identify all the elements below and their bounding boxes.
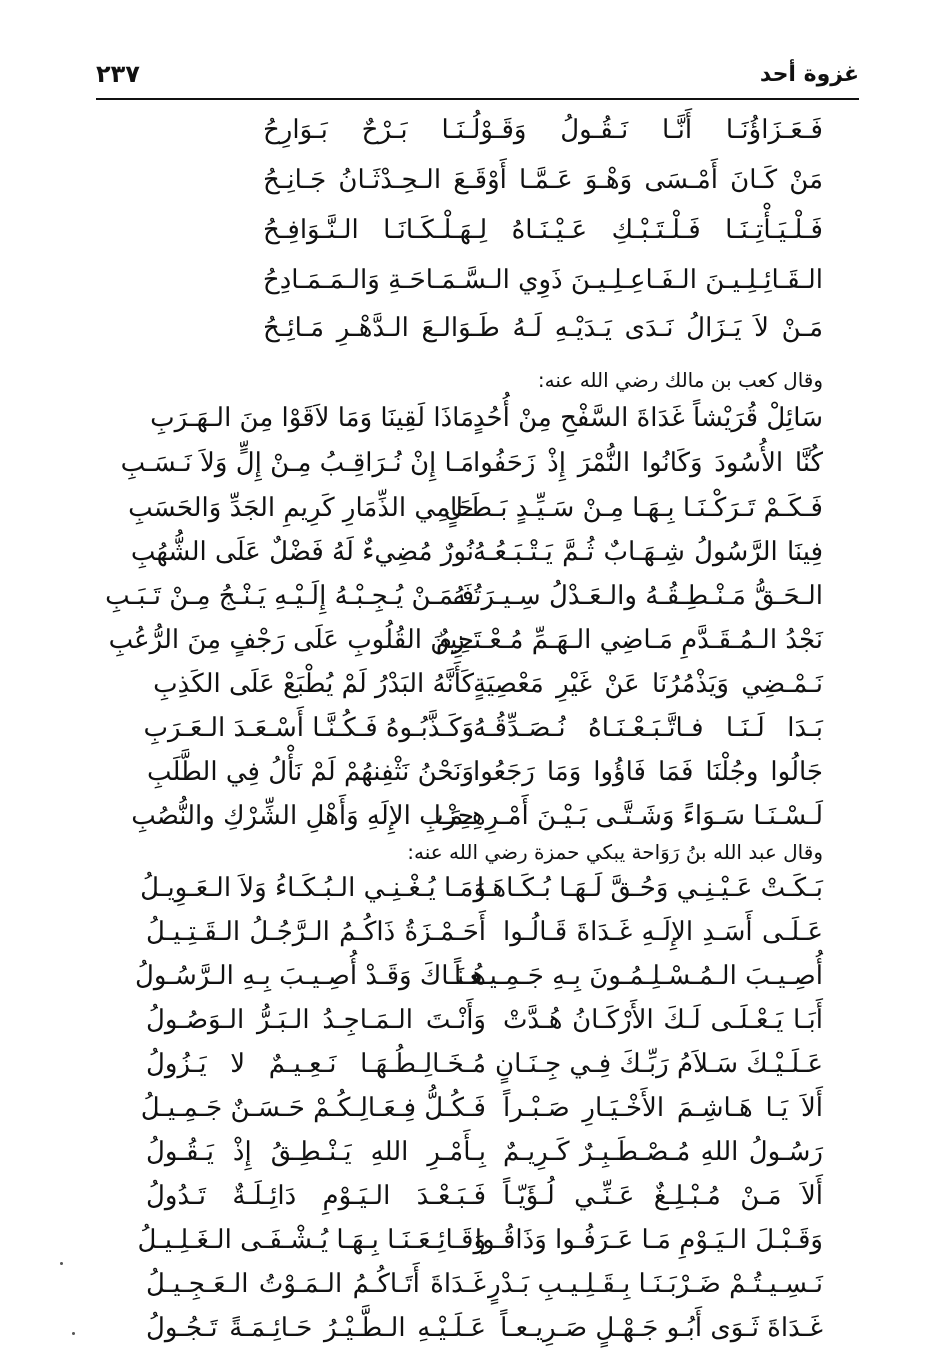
- hemistich-left: أَحَـمْـزَةُ ذَاكُـمُ الـرَّجُـلُ الـقَـتِـيـلُ: [146, 917, 486, 947]
- verse-line: الـقَـائِـلِـيـنَ الـفَـاعِـلِـيـنَ ذَوِي الـسَّـمَـاحَـةِ وَالـمَـمَـادِحُ: [262, 265, 823, 295]
- hemistich-right: لَـسْـنَـا سَـوَاءً وَشَـتَّـى بَـيْـنَ أَمْـرِهِـمَـا: [433, 801, 823, 831]
- couplet: [0, 956, 933, 996]
- page-header: [96, 52, 859, 100]
- hemistich-left: وَقَـائِـعَـنَـا بِـهَـا يُـشْـفَـى الـغَـلِـيـلُ: [137, 1225, 486, 1255]
- hemistich-left: بِـأَمْـرِ اللهِ يَـنْـطِـقُ إِذْ يَـقُـولُ: [146, 1137, 486, 1167]
- verse-line: فَـلْـيَـأْتِـنَـا فَـلْـتَـبْـكِ عَـيْـنَـاهُ لِـهَـلْـكَـانَـا الـنَّـوَافِـحُ: [263, 215, 823, 245]
- couplet: [0, 443, 933, 483]
- running-title: غزوة أحد: [759, 62, 859, 87]
- hemistich-right: بَـكَـتْ عَـيْـنِـي وَحُـقَّ لَـهَـا بُـكَـاهَـا: [476, 873, 823, 903]
- hemistich-right: نَـمْـضِي وَيَذْمُرُنَا عَنْ غَيْرِ مَعْصِيَةٍ: [473, 669, 823, 699]
- scan-speck: [72, 1332, 75, 1335]
- hemistich-right: أَبَـا يَـعْـلَـى لَـكَ الأَرْكَـانُ هُـدَّتْ: [503, 1005, 823, 1035]
- header-rule: [96, 98, 859, 100]
- hemistich-right: فَـكَـمْ تَـرَكْـنَـا بِـهَـا مِـنْ سَـيِّـدٍ بَـطَـلٍ: [444, 493, 823, 523]
- page-number: ٢٣٧: [96, 60, 140, 88]
- poem-3-intro: وقال عبد الله بنُ رَوَاحة يبكي حمزة رضي الله عنه:: [407, 840, 823, 864]
- hemistich-left: مَـا إِنْ نُـرَاقِـبُ مِـنْ إِلٍّ وَلاَ نَـسَـبِ: [120, 448, 474, 478]
- couplet: [0, 752, 933, 792]
- hemistich-left: مَاذَا لَقِينَا وَمَا لاَقَوْا مِنَ الـهَـرَبِ: [150, 403, 474, 433]
- hemistich-right: فِينَا الرَّسُولُ شِـهَـابٌ ثُـمَّ يَـتْـبَـعُـهُ: [473, 537, 823, 567]
- hemistich-right: أُصِـيـبَ الـمُـسْـلِـمُـونَ بِـهِ جَـمِـيـعـاً: [453, 961, 823, 991]
- couplet: [0, 868, 933, 908]
- hemistich-left: حَامِي الذِّمَارِ كَرِيمِ الجَدِّ وَالحَسَبِ: [128, 493, 474, 523]
- verse-line: مَـنْ لاَ يَـزَالُ نَـدَى يَـدَيْـهِ لَـهُ طَـوَالـعَ الـدَّهْـرِ مَـائِـحُ: [263, 313, 823, 343]
- hemistich-left: مُـخَـالِـطُـهَـا نَـعِـيـمٌ لا يَـزُولُ: [146, 1049, 486, 1079]
- hemistich-right: غَـدَاةَ ثَـوَى أَبُـو جَـهْـلٍ صَـرِيـعـاً: [500, 1313, 823, 1343]
- hemistich-right: وَقَـبْـلَ الـيَـوْمِ مَـا عَـرَفُـوا وَذَاقُـوا: [474, 1225, 823, 1255]
- couplet: [0, 1088, 933, 1128]
- hemistich-left: وَأَنْـتَ الـمَـاجِـدُ الـبَـرُّ الـوَصُـولُ: [146, 1005, 486, 1035]
- hemistich-left: كَأَنَّهُ البَدْرُ لَمْ يُطْبَعْ عَلَى الكَذِبِ: [153, 669, 474, 699]
- couplet: [0, 1220, 933, 1260]
- couplet: [0, 1044, 933, 1084]
- hemistich-left: فَـمَـنْ يُـجِـبْـهُ إِلَـيْـهِ يَـنْـجُ مِـنْ تَـبَـبِ: [105, 581, 474, 611]
- hemistich-left: فَـكُـلُّ فِـعَـالِـكُـمْ حَـسَـنٌ جَـمِـيـلُ: [140, 1093, 486, 1123]
- verse-line: فَـعَـزَاؤُنَـا أَنَّـا نَـقُـولُ وَقَـوْلُـنَـا بَـرْحٌ بَـوَارِحُ: [263, 115, 823, 145]
- hemistich-right: أَلاَ مَـنْ مُـبْـلِـغٌ عَـنِّـي لُـؤَيّـاً: [503, 1181, 823, 1211]
- hemistich-right: أَلاَ يَـا هَـاشِـمَ الأَخْـيَـارِ صَـبْـراً: [503, 1093, 823, 1123]
- couplet: [0, 796, 933, 836]
- couplet: [0, 488, 933, 528]
- hemistich-left: فَـبَـعْـدَ الـيَـوْمِ دَائِـلَـةٌ تَـدُولُ: [146, 1181, 486, 1211]
- couplet: [0, 620, 933, 660]
- couplet: [0, 576, 933, 616]
- hemistich-right: نَـسِـيـتُـمْ ضَـرْبَـنَـا بِـقَـلِـيـبِ بَـدْرٍ: [488, 1269, 823, 1299]
- couplet: [0, 1132, 933, 1172]
- hemistich-left: وَكَـذَّبُـوهُ فَـكُـنَّـا أَسْـعَـدَ الـعَـرَبِ: [143, 713, 474, 743]
- hemistich-left: حِينَ القُلُوبِ عَلَى رَجْفٍ مِنَ الرُّعُبِ: [108, 625, 474, 655]
- hemistich-right: عَـلَـى أَسَـدِ الإِلَـهِ غَـدَاةَ قَـالُـوا: [503, 917, 823, 947]
- hemistich-right: جَالُوا وجُلْنَا فَمَا فَاؤُوا وَمَا رَجَعُوا: [473, 757, 823, 787]
- verse-line: مَنْ كَـانَ أَمْـسَى وَهْـوَ عَـمَّـا أَوْقَـعَ الـحِـدْثَـانُ جَـانِـحُ: [263, 165, 823, 195]
- hemistich-right: سَائِلْ قُرَيْشاً غَدَاةَ السَّفْحِ مِنْ أُحُدٍ: [472, 403, 823, 433]
- hemistich-right: نَجْدُ الـمُـقَـدَّمِ مَـاضِي الـهَـمِّ مُـعْـتَـزِمٌ: [435, 625, 823, 655]
- hemistich-left: وَنَحْنُ نَثْفِنهُمْ لَمْ نَأْلُ فِي الطَّلَبِ: [146, 757, 474, 787]
- couplet: [0, 708, 933, 748]
- poem-2-intro: وقال كعب بن مالك رضي الله عنه:: [537, 368, 823, 392]
- hemistich-right: بَـدَا لَـنَـا فـاتَّـبَـعْـنَـاهُ نُـصَـدِّقُـهُ: [473, 713, 823, 743]
- couplet: [0, 1000, 933, 1040]
- hemistich-left: نُورٌ مُضِيءٌ لَهُ فَضْلٌ عَلَى الشُّهُبِ: [130, 537, 474, 567]
- couplet: [0, 1264, 933, 1304]
- hemistich-left: حِزْبِ الإِلَهِ وَأَهْلِ الشِّرْكِ والنُّصُبِ: [131, 801, 474, 831]
- hemistich-right: رَسُـولُ اللهِ مُـصْـطَـبِـرٌ كَـرِيـمٌ: [503, 1137, 823, 1167]
- couplet: [0, 1308, 933, 1348]
- couplet: [0, 912, 933, 952]
- scan-speck: [60, 1262, 63, 1265]
- couplet: [0, 398, 933, 438]
- hemistich-right: الـحَـقُّ مَـنْـطِـقُـهُ والـعَـدْلُ سِـيـرَتُـهُ: [452, 581, 823, 611]
- hemistich-left: هُـنَـاكَ وَقَـدْ أُصِـيـبَ بِـهِ الـرَّسُـولُ: [135, 961, 486, 991]
- hemistich-right: عَـلَـيْـكَ سَـلاَمُ رَبِّـكَ فِـي جِـنَـانٍ: [494, 1049, 823, 1079]
- hemistich-left: غَـدَاةَ أَتَـاكُـمُ الـمَـوْتُ الـعَـجِـيـلُ: [146, 1269, 486, 1299]
- hemistich-left: عَـلَـيْـهِ الـطَّـيْـرُ حَـائِـمَـةً تَـجُـولُ: [146, 1313, 486, 1343]
- couplet: [0, 1176, 933, 1216]
- couplet: [0, 532, 933, 572]
- hemistich-right: كُنَّا الأُسُودَ وَكَانُوا النُّمْرَ إِذْ زَحَفُوا: [473, 448, 823, 478]
- couplet: [0, 664, 933, 704]
- hemistich-left: وَمَـا يُـغْـنِـي الـبُـكَـاءُ وَلاَ الـعَـوِيـلُ: [140, 873, 486, 903]
